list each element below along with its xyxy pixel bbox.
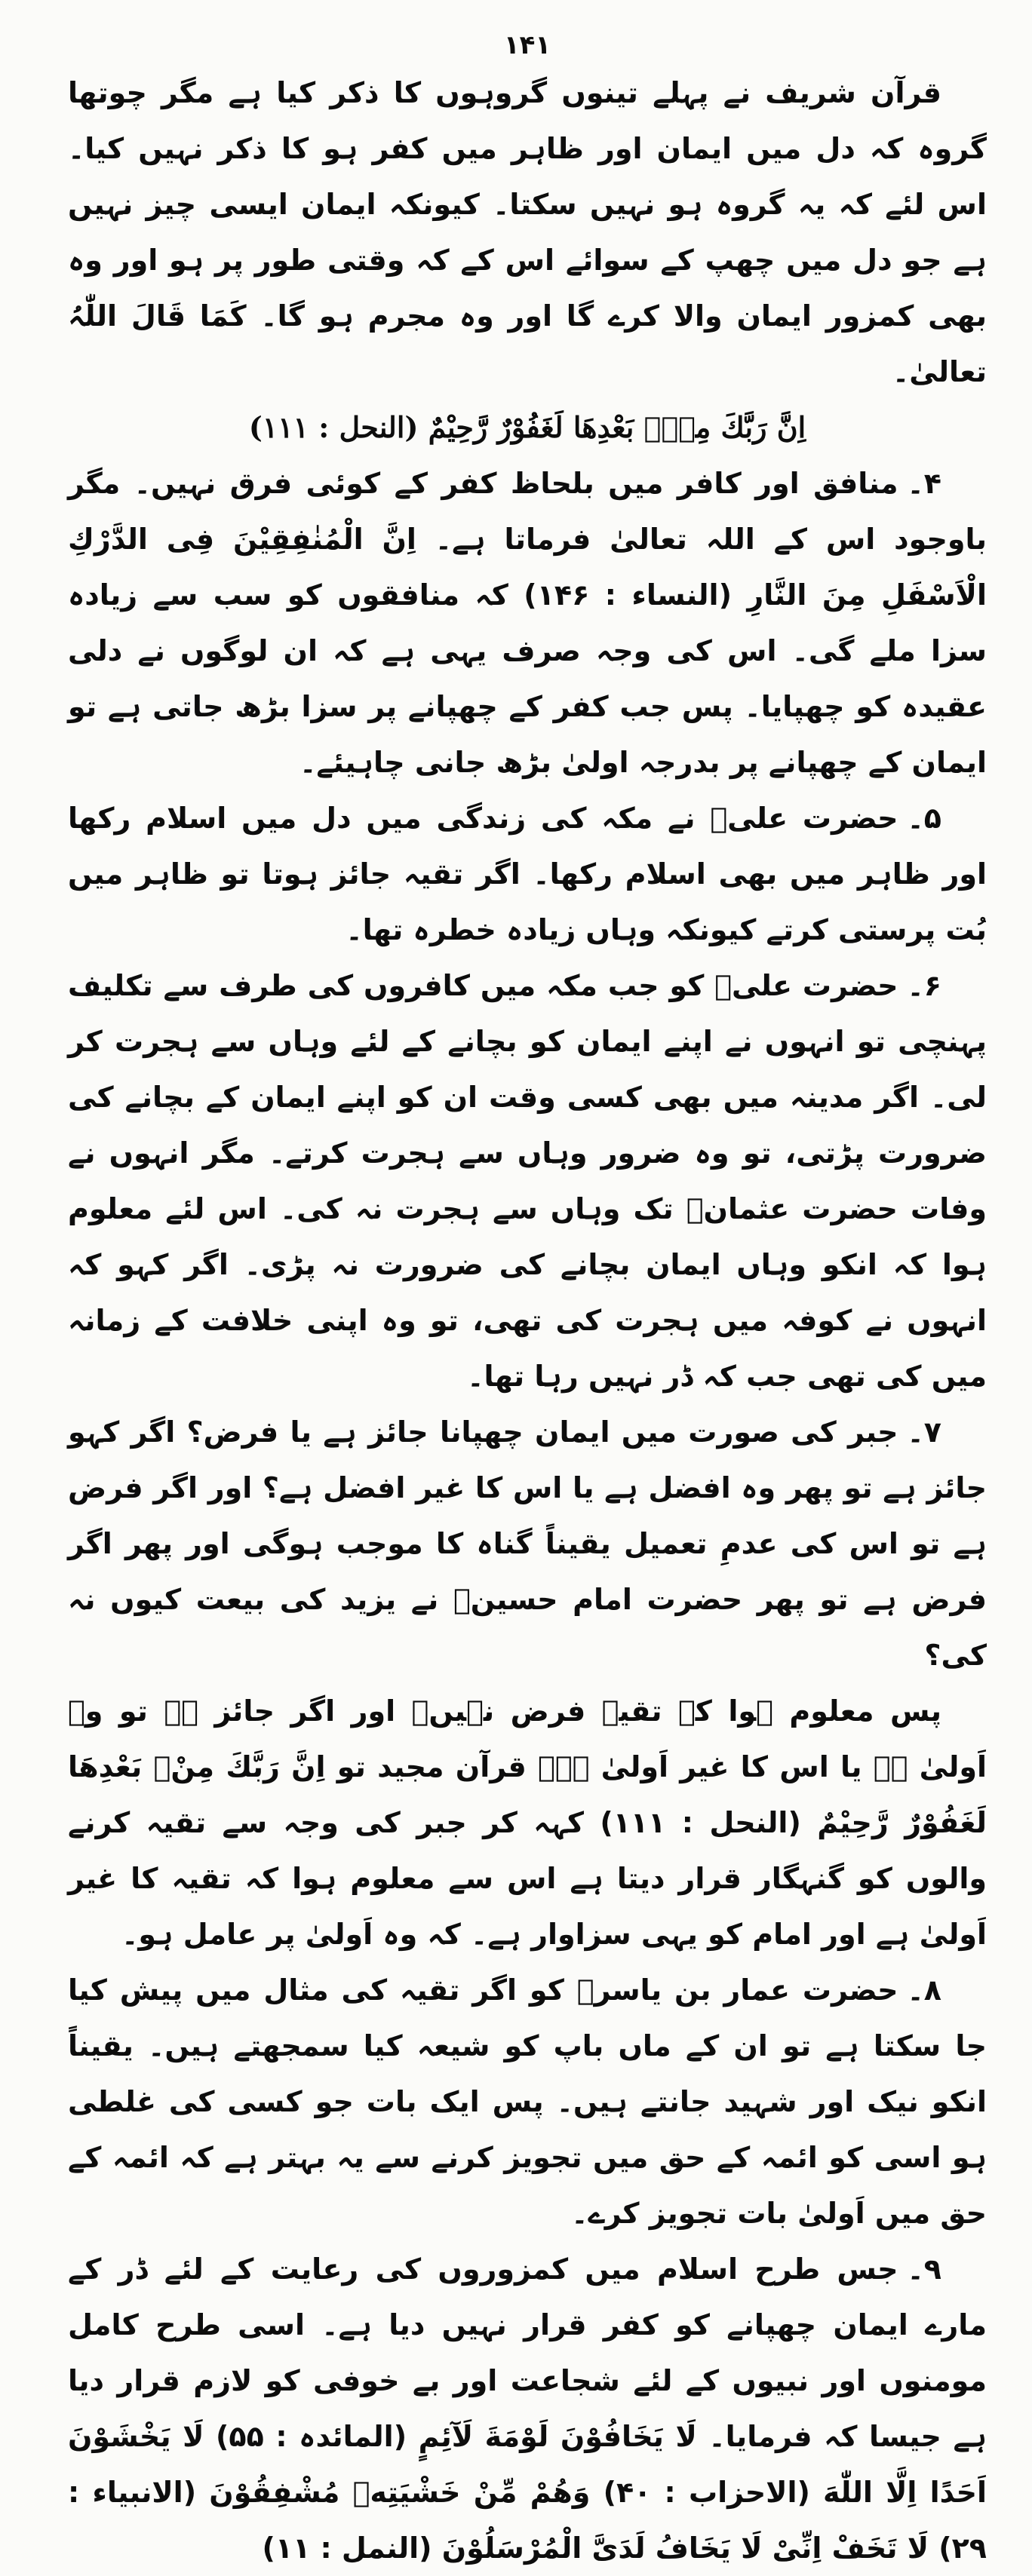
paragraph-number: ۴۔ — [907, 467, 941, 500]
paragraph-number: ۸۔ — [907, 1973, 941, 2007]
scanned-book-page — [68, 30, 987, 2576]
paragraph-9 — [68, 2241, 987, 2576]
paragraph-5 — [68, 790, 987, 958]
paragraph-number: ۹۔ — [907, 2252, 941, 2286]
paragraph-text: پس معلوم ہوا کہ تقیہ فرض نہیں۔ اور اگر جائز ہے تو وہ اَولیٰ ہے یا اس کا غیر اَولیٰ ہے۔ قرآن مجید تو اِنَّ رَبَّكَ مِنْۢ بَعْدِهَا لَغَفُوْرٌ رَّحِيْمٌ (النحل : ۱۱۱) کہہ کر جبر کی وجہ سے تقیہ کرنے والوں کو گنہگار قرار دیتا ہے اس سے معلوم ہوا کہ تقیہ کا غیر اَولیٰ ہے اور امام کو یہی سزاوار ہے۔ کہ وہ اَولیٰ پر عامل ہو۔ — [68, 1694, 987, 1951]
paragraph-text: حضرت علیؓ نے مکہ کی زندگی میں دل میں اسلام رکھا اور ظاہر میں بھی اسلام رکھا۔ اگر تقیہ جائز ہوتا تو ظاہر میں بُت پرستی کرتے کیونکہ وہاں زیادہ خطرہ تھا۔ — [68, 802, 987, 946]
paragraph-7 — [68, 1404, 987, 1683]
paragraph-text: قرآن شریف نے پہلے تینوں گروہوں کا ذکر کیا ہے مگر چوتھا گروہ کہ دل میں ایمان اور ظاہر میں کفر ہو کا ذکر نہیں کیا۔ اس لئے کہ یہ گروہ ہو نہیں سکتا۔ کیونکہ ایمان ایسی چیز نہیں ہے جو دل میں چھپ کے سوائے اس کے کہ وقتی طور پر ہو اور وہ بھی کمزور ایمان والا کرے گا اور وہ مجرم ہو گا۔ کَمَا قَالَ اللّٰہُ تعالیٰ۔ — [68, 76, 987, 388]
paragraph-number: ۶۔ — [907, 969, 941, 1002]
paragraph-intro — [68, 65, 987, 400]
quran-verse: اِنَّ رَبَّكَ مِنْۢ بَعْدِهَا لَغَفُوْرٌ رَّحِيْمٌ (النحل : ۱۱۱) — [248, 410, 806, 444]
paragraph-text: منافق اور کافر میں بلحاظ کفر کے کوئی فرق نہیں۔ مگر باوجود اس کے اللہ تعالیٰ فرماتا ہے۔ اِنَّ الْمُنٰفِقِيْنَ فِى الدَّرْكِ الْاَسْفَلِ مِنَ النَّارِ (النساء : ۱۴۶) کہ منافقوں کو سب سے زیادہ سزا ملے گی۔ اس کی وجہ صرف یہی ہے کہ ان لوگوں نے دلی عقیدہ کو چھپایا۔ پس جب کفر کے چھپانے پر سزا بڑھ جاتی ہے تو ایمان کے چھپانے پر بدرجہ اولیٰ بڑھ جانی چاہیئے۔ — [68, 467, 987, 779]
paragraph-text: حضرت علیؓ کو جب مکہ میں کافروں کی طرف سے تکلیف پہنچی تو انہوں نے اپنے ایمان کو بچانے کے لئے وہاں سے ہجرت کر لی۔ اگر مدینہ میں بھی کسی وقت ان کو اپنے ایمان کے بچانے کی ضرورت پڑتی، تو وہ ضرور وہاں سے ہجرت کرتے۔ مگر انہوں نے وفات حضرت عثمانؓ تک وہاں سے ہجرت نہ کی۔ اس لئے معلوم ہوا کہ انکو وہاں ایمان بچانے کی ضرورت نہ پڑی۔ اگر کہو کہ انہوں نے کوفہ میں ہجرت کی تھی، تو وہ اپنی خلافت کے زمانہ میں کی تھی جب کہ ڈر نہیں رہا تھا۔ — [68, 969, 987, 1393]
paragraph-text: جبر کی صورت میں ایمان چھپانا جائز ہے یا فرض؟ اگر کہو جائز ہے تو پھر وہ افضل ہے یا اس کا غیر افضل ہے؟ اور اگر فرض ہے تو اس کی عدمِ تعمیل یقیناً گناہ کا موجب ہوگی اور پھر اگر فرض ہے تو پھر حضرت امام حسینؓ نے یزید کی بیعت کیوں نہ کی؟ — [68, 1415, 987, 1672]
paragraph-text: جس طرح اسلام میں کمزوروں کی رعایت کے لئے ڈر کے مارے ایمان چھپانے کو کفر قرار نہیں دیا ہے۔ اسی طرح کامل مومنوں اور نبیوں کے لئے شجاعت اور بے خوفی کو لازم قرار دیا ہے جیسا کہ فرمایا۔ لَا يَخَافُوْنَ لَوْمَةَ لَآئِمٍ (المائدہ : ۵۵) لَا يَخْشَوْنَ اَحَدًا اِلَّا اللّٰهَ (الاحزاب : ۴۰) وَهُمْ مِّنْ خَشْيَتِهٖ مُشْفِقُوْنَ (الانبیاء : ۲۹) لَا تَخَفْ اِنِّىْ لَا يَخَافُ لَدَىَّ الْمُرْسَلُوْنَ (النمل : ۱۱) — [68, 2252, 987, 2565]
paragraph-text: حضرت عمار بن یاسرؓ کو اگر تقیہ کی مثال میں پیش کیا جا سکتا ہے تو ان کے ماں باپ کو شیعہ کیا سمجھتے ہیں۔ یقیناً انکو نیک اور شہید جانتے ہیں۔ پس ایک بات جو کسی کی غلطی ہو اسی کو ائمہ کے حق میں تجویز کرنے سے یہ بہتر ہے کہ ائمہ کے حق میں اَولیٰ بات تجویز کرے۔ — [68, 1973, 987, 2230]
paragraph-6 — [68, 958, 987, 1404]
paragraph-7-continuation — [68, 1683, 987, 1962]
paragraph-4 — [68, 455, 987, 790]
paragraph-number: ۵۔ — [907, 802, 941, 835]
paragraph-8 — [68, 1962, 987, 2241]
page-number: ۱۴۱ — [503, 30, 551, 60]
paragraph-number: ۷۔ — [907, 1415, 941, 1449]
